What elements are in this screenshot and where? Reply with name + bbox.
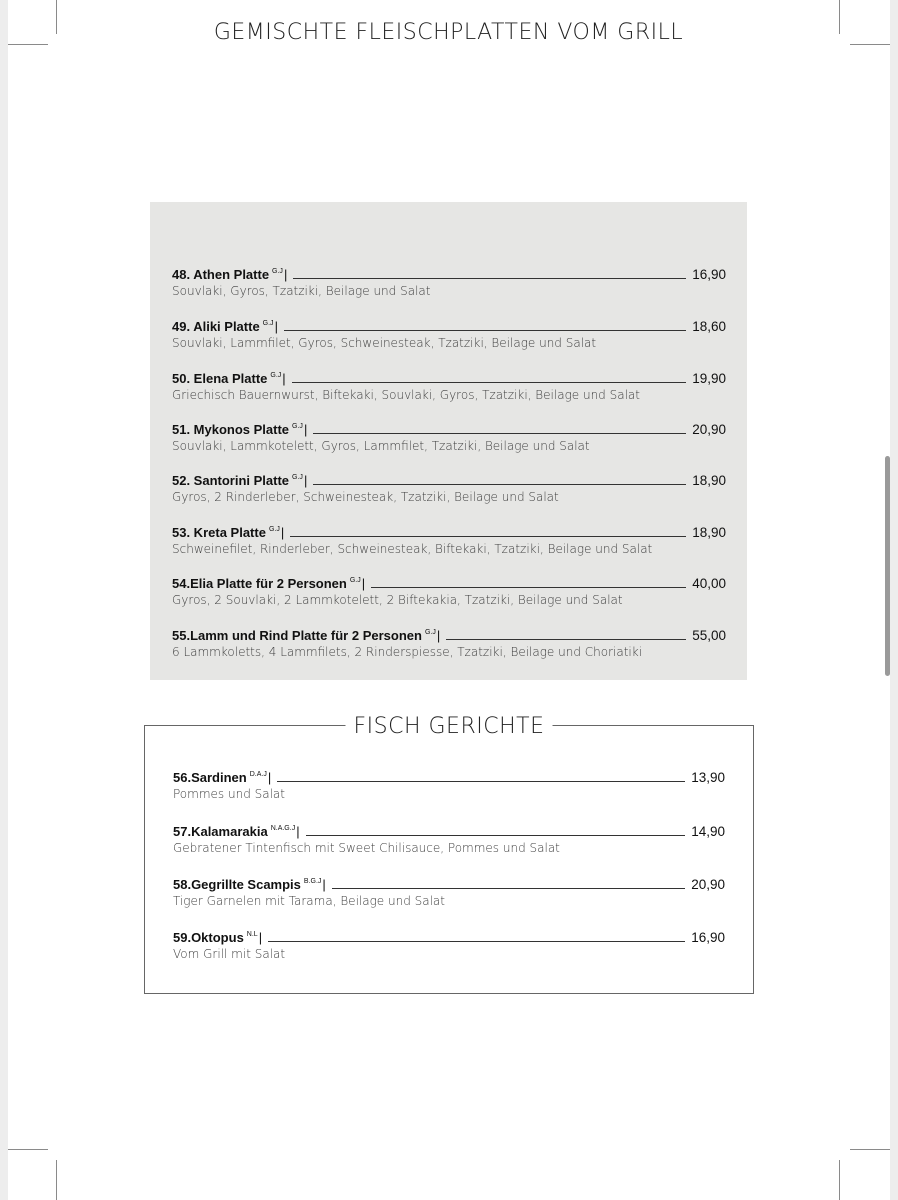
leader-line (313, 483, 686, 485)
menu-item (172, 625, 726, 659)
item-price: 18,60 (692, 319, 726, 334)
allergen-codes: N.L (246, 931, 258, 938)
allergen-codes: G.J (292, 474, 303, 481)
crop-mark (850, 1149, 890, 1150)
menu-item (173, 874, 725, 908)
leader-line (446, 638, 686, 640)
item-price: 40,00 (692, 576, 726, 591)
crop-mark (839, 1160, 840, 1200)
leader-line (290, 535, 686, 537)
item-price: 16,90 (691, 930, 725, 945)
item-name: 58.Gegrillte Scampis $^{B.G.J}$| (173, 877, 326, 892)
leader-line (332, 887, 685, 889)
menu-item (173, 821, 725, 855)
leader-line (371, 586, 686, 588)
allergen-codes: N.A.G.J (270, 825, 296, 832)
menu-item (172, 470, 726, 504)
allergen-codes: G.J (292, 423, 303, 430)
item-name: 52. Santorini Platte $^{G.J}$| (172, 473, 308, 488)
item-name: 51. Mykonos Platte $^{G.J}$| (172, 422, 308, 437)
item-description: Souvlaki, Lammkotelett, Gyros, Lammfilet, Tzatziki, Beilage und Salat (172, 439, 590, 453)
crop-mark (8, 44, 48, 45)
leader-line (277, 780, 685, 782)
item-name: 49. Aliki Platte $^{G.J}$| (172, 319, 278, 334)
allergen-codes: D.A.J (249, 771, 267, 778)
crop-mark (56, 0, 57, 34)
item-price: 55,00 (692, 628, 726, 643)
item-name: 48. Athen Platte $^{G.J}$| (172, 267, 288, 282)
item-description: Pommes und Salat (173, 787, 285, 801)
item-description: Souvlaki, Gyros, Tzatziki, Beilage und Salat (172, 284, 431, 298)
item-price: 20,90 (691, 877, 725, 892)
item-price: 18,90 (692, 473, 726, 488)
item-name: 50. Elena Platte $^{G.J}$| (172, 371, 286, 386)
section-title: FISCH GERICHTE (346, 714, 553, 739)
item-price: 20,90 (692, 422, 726, 437)
leader-line (268, 940, 685, 942)
leader-line (292, 381, 687, 383)
item-name: 55.Lamm und Rind Platte für 2 Personen $^{G.J}$| (172, 628, 441, 643)
menu-item (172, 522, 726, 556)
crop-mark (850, 44, 890, 45)
crop-mark (8, 1149, 48, 1150)
menu-item (172, 419, 726, 453)
menu-item (173, 767, 725, 801)
allergen-codes: G.J (349, 577, 361, 584)
fish-section (144, 714, 754, 994)
allergen-codes: B.G.J (303, 878, 322, 885)
leader-line (306, 834, 686, 836)
item-description: Schweinefilet, Rinderleber, Schweinesteak, Biftekaki, Tzatziki, Beilage und Salat (172, 542, 653, 556)
item-price: 14,90 (691, 824, 725, 839)
scrollbar[interactable] (885, 456, 890, 676)
leader-line (313, 432, 686, 434)
item-price: 16,90 (692, 267, 726, 282)
allergen-codes: G.J (268, 526, 280, 533)
item-name: 57.Kalamarakia $^{N.A.G.J}$| (173, 824, 300, 839)
item-name: 54.Elia Platte für 2 Personen $^{G.J}$| (172, 576, 366, 591)
section-title: GEMISCHTE FLEISCHPLATTEN VOM GRILL (213, 20, 684, 45)
menu-item (172, 264, 726, 298)
item-name: 56.Sardinen $^{D.A.J}$| (173, 770, 272, 785)
item-name: 53. Kreta Platte $^{G.J}$| (172, 525, 285, 540)
allergen-codes: G.J (424, 629, 436, 636)
leader-line (293, 277, 686, 279)
item-description: Tiger Garnelen mit Tarama, Beilage und Salat (173, 894, 445, 908)
item-price: 18,90 (692, 525, 726, 540)
menu-item (173, 927, 725, 961)
allergen-codes: G.J (272, 268, 283, 275)
menu-item (172, 316, 726, 350)
allergen-codes: G.J (262, 320, 274, 327)
allergen-codes: G.J (270, 372, 282, 379)
item-description: Griechisch Bauernwurst, Biftekaki, Souvlaki, Gyros, Tzatziki, Beilage und Salat (172, 388, 640, 402)
menu-item (172, 368, 726, 402)
menu-item (172, 573, 726, 607)
item-price: 19,90 (692, 371, 726, 386)
item-description: Gebratener Tintenfisch mit Sweet Chilisauce, Pommes und Salat (173, 841, 560, 855)
item-description: 6 Lammkoletts, 4 Lammfilets, 2 Rinderspiesse, Tzatziki, Beilage und Choriatiki (172, 645, 643, 659)
item-name: 59.Oktopus $^{N.L}$| (173, 930, 263, 945)
item-description: Gyros, 2 Rinderleber, Schweinesteak, Tzatziki, Beilage und Salat (172, 490, 559, 504)
leader-line (284, 329, 686, 331)
grill-section (150, 20, 747, 680)
item-description: Gyros, 2 Souvlaki, 2 Lammkotelett, 2 Biftekakia, Tzatziki, Beilage und Salat (172, 593, 623, 607)
crop-mark (839, 0, 840, 34)
item-description: Vom Grill mit Salat (173, 947, 286, 961)
item-description: Souvlaki, Lammfilet, Gyros, Schweinesteak, Tzatziki, Beilage und Salat (172, 336, 597, 350)
crop-mark (56, 1160, 57, 1200)
item-price: 13,90 (691, 770, 725, 785)
